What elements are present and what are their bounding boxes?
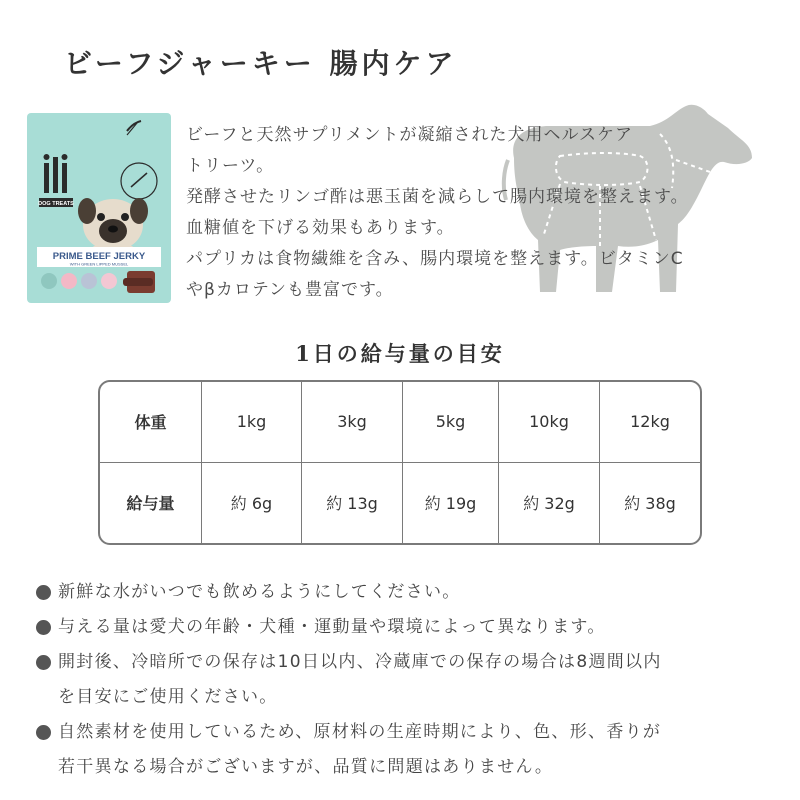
notes-list [36, 575, 786, 785]
description-line: 発酵させたリンゴ酢は悪玉菌を減らして腸内環境を整えます。 [186, 187, 689, 207]
table-cell: 約 13g [302, 463, 403, 544]
note-line: 開封後、冷暗所での保存は10日以内、冷蔵庫での保存の場合は8週間以内 [58, 652, 662, 672]
description-line: 血糖値を下げる効果もあります。 [186, 218, 455, 238]
bullet-icon [36, 655, 51, 670]
table-cell: 3kg [302, 382, 403, 463]
table-cell: 約 32g [499, 463, 600, 544]
table-cell: 12kg [600, 382, 700, 463]
bullet-icon [36, 725, 51, 740]
list-item [36, 715, 786, 785]
product-badge: DOG TREATS [38, 201, 74, 207]
bullet-icon [36, 620, 51, 635]
product-name: PRIME BEEF JERKY [52, 251, 146, 262]
bullet-icon [36, 585, 51, 600]
description-line: パプリカは食物繊維を含み、腸内環境を整えます。ビタミンC [186, 249, 684, 269]
note-line: 新鮮な水がいつでも飲めるようにしてください。 [58, 582, 461, 602]
list-item [36, 645, 786, 715]
note-line: 自然素材を使用しているため、原材料の生産時期により、色、形、香りが [58, 722, 662, 742]
page-title: ビーフジャーキー 腸内ケア [64, 47, 458, 80]
table-cell: 10kg [499, 382, 600, 463]
table-cell: 5kg [403, 382, 499, 463]
description-line: やβカロテンも豊富です。 [186, 280, 394, 300]
product-description [186, 120, 786, 306]
table-row-label: 体重 [100, 382, 202, 463]
product-package-image [27, 113, 171, 303]
note-line: を目安にご使用ください。 [58, 687, 278, 707]
table-cell: 約 38g [624, 494, 676, 514]
description-line: ビーフと天然サプリメントが凝縮された犬用ヘルスケア [186, 125, 633, 145]
table-cell: 1kg [202, 382, 302, 463]
list-item [36, 610, 786, 645]
feeding-table [98, 380, 702, 545]
note-line: 与える量は愛犬の年齢・犬種・運動量や環境によって異なります。 [58, 617, 606, 637]
note-line: 若干異なる場合がございますが、品質に問題はありません。 [58, 757, 554, 777]
table-cell: 約 19g [403, 463, 499, 544]
table-cell: 約 6g [202, 463, 302, 544]
table-row-label: 給与量 [100, 463, 202, 544]
product-subname: WITH GREEN LIPPED MUSSEL [69, 261, 129, 267]
list-item [36, 575, 786, 610]
feeding-table-title: 1日の給与量の目安 [295, 341, 505, 366]
brand-logo-icon [44, 154, 68, 193]
description-line: トリーツ。 [186, 156, 275, 176]
